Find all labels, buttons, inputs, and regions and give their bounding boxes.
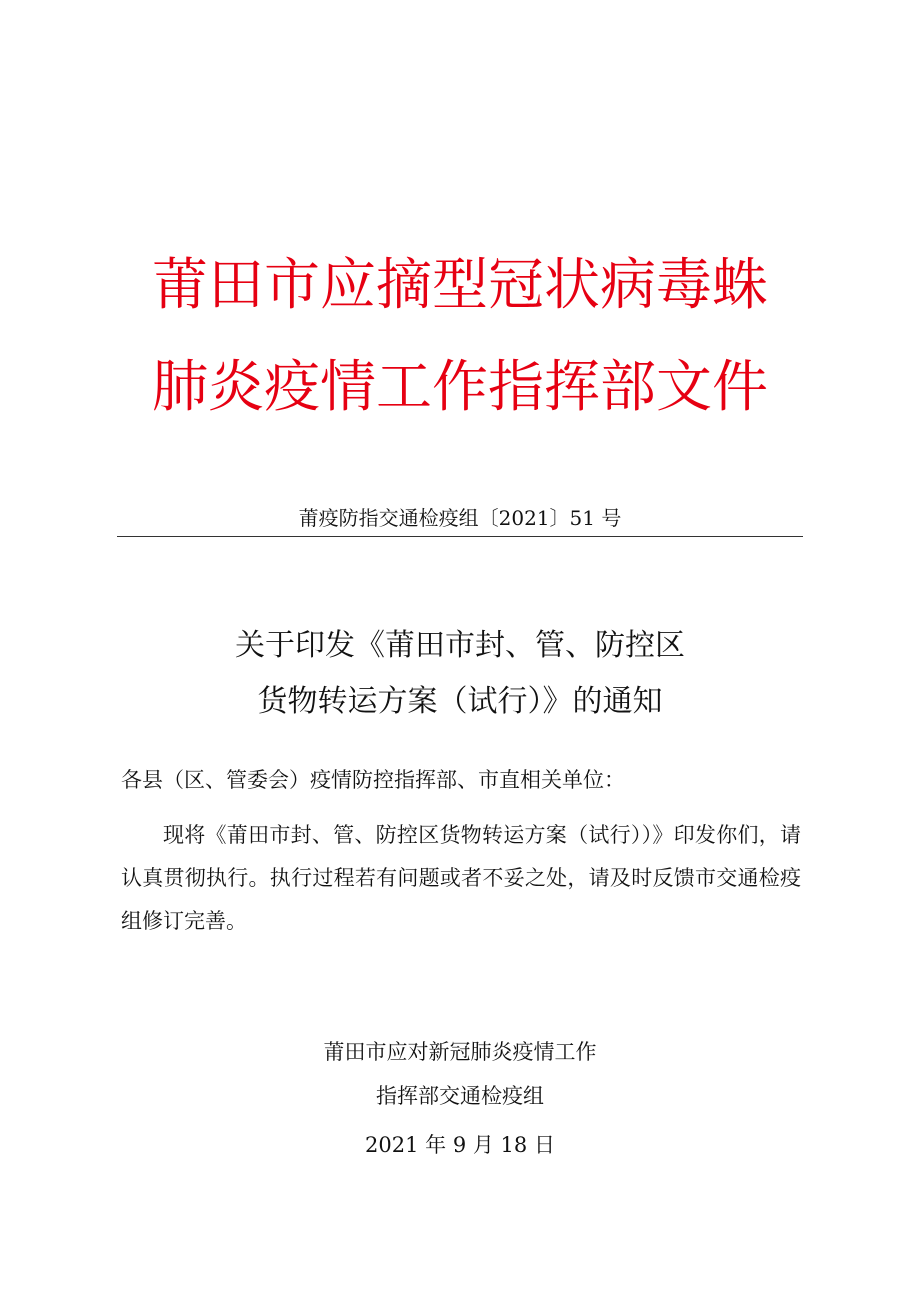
salutation: 各县（区、管委会）疫情防控指挥部、市直相关单位： [121, 768, 625, 792]
signature-date: 2021 年 9 月 18 日 [365, 1133, 555, 1157]
body-paragraph: 现将《莆田市封、管、防控区货物转运方案（试行））》印发你们，请认真贯彻执行。执行过程若有问题或者不妥之处，请及时反馈市交通检疫组修订完善。 [121, 823, 801, 933]
red-header-line-1: 莆田市应摘型冠状病毒蛛 [152, 253, 768, 318]
notice-title-line-1: 关于印发《莆田市封、管、防控区 [235, 628, 685, 663]
signature-org-line-2: 指挥部交通检疫组 [376, 1084, 544, 1108]
signature-org-line-1: 莆田市应对新冠肺炎疫情工作 [323, 1040, 597, 1064]
header-divider [117, 536, 803, 537]
red-header-line-2: 肺炎疫情工作指挥部文件 [152, 355, 768, 420]
document-number: 莆疫防指交通检疫组〔2021〕51 号 [298, 506, 622, 530]
notice-title-line-2: 货物转运方案（试行）》的通知 [257, 684, 663, 719]
